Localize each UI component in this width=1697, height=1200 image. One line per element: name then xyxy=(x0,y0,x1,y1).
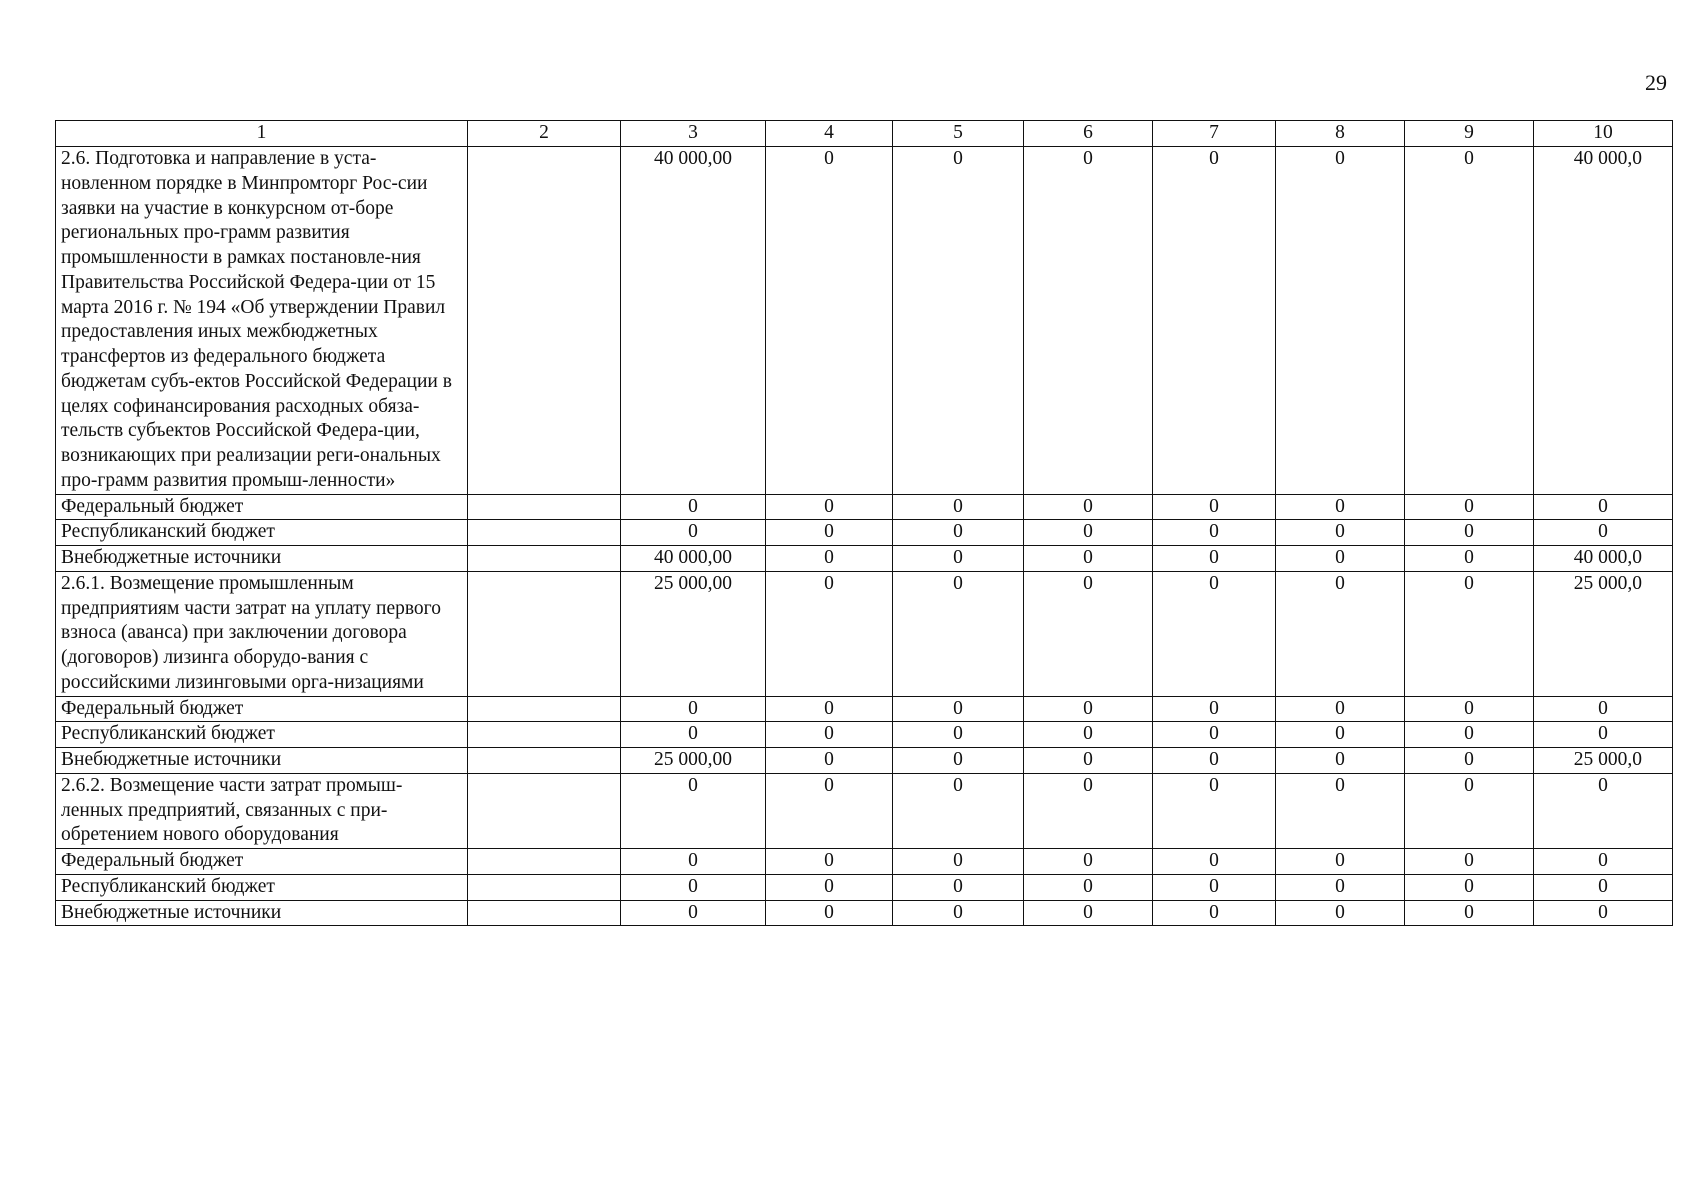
cell-value: 0 xyxy=(1024,520,1153,546)
cell-value: 25 000,00 xyxy=(621,748,766,774)
table-row xyxy=(56,696,1673,722)
row-description: Республиканский бюджет xyxy=(56,874,468,900)
cell-value: 0 xyxy=(1534,520,1673,546)
cell-value: 0 xyxy=(893,546,1024,572)
cell-value: 0 xyxy=(1024,494,1153,520)
cell-value: 0 xyxy=(1405,748,1534,774)
cell-value: 0 xyxy=(1534,494,1673,520)
table-row xyxy=(56,571,1673,696)
row-col2 xyxy=(468,900,621,926)
cell-value: 0 xyxy=(766,571,893,696)
cell-value: 0 xyxy=(1276,773,1405,848)
cell-value: 0 xyxy=(1153,696,1276,722)
cell-value: 0 xyxy=(766,696,893,722)
cell-value: 0 xyxy=(1534,722,1673,748)
cell-value: 0 xyxy=(1276,147,1405,495)
cell-value: 0 xyxy=(1276,546,1405,572)
column-header: 6 xyxy=(1024,121,1153,147)
cell-value: 0 xyxy=(1276,520,1405,546)
cell-value: 0 xyxy=(1534,773,1673,848)
cell-value: 40 000,00 xyxy=(621,546,766,572)
cell-value: 0 xyxy=(1024,722,1153,748)
cell-value: 40 000,0 xyxy=(1534,147,1673,495)
cell-value: 0 xyxy=(1153,546,1276,572)
row-col2 xyxy=(468,849,621,875)
cell-value: 25 000,0 xyxy=(1534,748,1673,774)
table-row xyxy=(56,773,1673,848)
row-col2 xyxy=(468,571,621,696)
cell-value: 0 xyxy=(766,874,893,900)
row-description: Республиканский бюджет xyxy=(56,520,468,546)
row-col2 xyxy=(468,520,621,546)
table-row xyxy=(56,748,1673,774)
row-description: Федеральный бюджет xyxy=(56,849,468,875)
row-description: 2.6. Подготовка и направление в уста-новленном порядке в Минпромторг Рос-сии заявки на участие в конкурсном от-боре региональных про-грамм развития промышленности в рамках постановле-ния Правительства Российской Федера-ции от 15 марта 2016 г. № 194 «Об утверждении Правил предоставления иных межбюджетных трансфертов из федерального бюджета бюджетам субъ-ектов Российской Федерации в целях софинансирования расходных обяза-тельств субъектов Российской Федера-ции, возникающих при реализации реги-ональных про-грамм развития промыш-ленности» xyxy=(56,147,468,495)
cell-value: 0 xyxy=(621,874,766,900)
table-row xyxy=(56,546,1673,572)
cell-value: 0 xyxy=(893,849,1024,875)
cell-value: 25 000,0 xyxy=(1534,571,1673,696)
row-col2 xyxy=(468,874,621,900)
cell-value: 0 xyxy=(621,849,766,875)
cell-value: 0 xyxy=(1276,748,1405,774)
row-description: 2.6.1. Возмещение промышленным предприятиям части затрат на уплату первого взноса (аванса) при заключении договора (договоров) лизинга оборудо-вания с российскими лизинговыми орга-низациями xyxy=(56,571,468,696)
row-description: Республиканский бюджет xyxy=(56,722,468,748)
cell-value: 0 xyxy=(1405,520,1534,546)
cell-value: 0 xyxy=(1153,849,1276,875)
cell-value: 0 xyxy=(766,773,893,848)
cell-value: 0 xyxy=(766,520,893,546)
cell-value: 0 xyxy=(1276,722,1405,748)
cell-value: 0 xyxy=(1024,874,1153,900)
cell-value: 0 xyxy=(1024,147,1153,495)
table-row xyxy=(56,520,1673,546)
cell-value: 0 xyxy=(766,748,893,774)
cell-value: 0 xyxy=(1405,900,1534,926)
column-header: 2 xyxy=(468,121,621,147)
cell-value: 0 xyxy=(1276,494,1405,520)
cell-value: 40 000,0 xyxy=(1534,546,1673,572)
budget-table xyxy=(55,120,1673,926)
cell-value: 0 xyxy=(893,874,1024,900)
cell-value: 0 xyxy=(621,520,766,546)
cell-value: 0 xyxy=(1405,773,1534,848)
cell-value: 0 xyxy=(1153,773,1276,848)
row-description: Внебюджетные источники xyxy=(56,900,468,926)
cell-value: 0 xyxy=(893,748,1024,774)
cell-value: 0 xyxy=(1153,722,1276,748)
cell-value: 0 xyxy=(893,147,1024,495)
row-col2 xyxy=(468,748,621,774)
cell-value: 0 xyxy=(1276,696,1405,722)
cell-value: 0 xyxy=(1405,494,1534,520)
cell-value: 0 xyxy=(1153,520,1276,546)
cell-value: 0 xyxy=(893,773,1024,848)
column-header: 3 xyxy=(621,121,766,147)
cell-value: 0 xyxy=(1405,849,1534,875)
cell-value: 0 xyxy=(1153,494,1276,520)
cell-value: 0 xyxy=(1024,546,1153,572)
cell-value: 0 xyxy=(893,900,1024,926)
cell-value: 0 xyxy=(1405,546,1534,572)
table-row xyxy=(56,900,1673,926)
cell-value: 0 xyxy=(893,722,1024,748)
cell-value: 0 xyxy=(1534,696,1673,722)
cell-value: 0 xyxy=(1024,696,1153,722)
column-header: 4 xyxy=(766,121,893,147)
table-row xyxy=(56,494,1673,520)
cell-value: 0 xyxy=(1405,722,1534,748)
row-col2 xyxy=(468,773,621,848)
row-col2 xyxy=(468,494,621,520)
header-row xyxy=(56,121,1673,147)
cell-value: 0 xyxy=(766,147,893,495)
table-body xyxy=(56,147,1673,926)
cell-value: 0 xyxy=(1405,696,1534,722)
row-description: Федеральный бюджет xyxy=(56,696,468,722)
column-header: 5 xyxy=(893,121,1024,147)
cell-value: 0 xyxy=(1153,748,1276,774)
cell-value: 0 xyxy=(1153,571,1276,696)
cell-value: 0 xyxy=(1276,571,1405,696)
cell-value: 0 xyxy=(1024,773,1153,848)
cell-value: 0 xyxy=(766,494,893,520)
cell-value: 0 xyxy=(621,696,766,722)
cell-value: 0 xyxy=(766,900,893,926)
row-description: 2.6.2. Возмещение части затрат промыш-ленных предприятий, связанных с при-обретением нового оборудования xyxy=(56,773,468,848)
cell-value: 0 xyxy=(621,900,766,926)
table-row xyxy=(56,722,1673,748)
cell-value: 0 xyxy=(621,722,766,748)
cell-value: 0 xyxy=(1405,571,1534,696)
cell-value: 0 xyxy=(893,520,1024,546)
row-col2 xyxy=(468,696,621,722)
cell-value: 0 xyxy=(893,494,1024,520)
cell-value: 0 xyxy=(893,571,1024,696)
cell-value: 0 xyxy=(1153,874,1276,900)
cell-value: 0 xyxy=(766,849,893,875)
cell-value: 0 xyxy=(1534,900,1673,926)
cell-value: 0 xyxy=(1534,874,1673,900)
row-col2 xyxy=(468,147,621,495)
cell-value: 0 xyxy=(1024,571,1153,696)
cell-value: 40 000,00 xyxy=(621,147,766,495)
cell-value: 0 xyxy=(1276,874,1405,900)
cell-value: 0 xyxy=(1276,849,1405,875)
cell-value: 0 xyxy=(1276,900,1405,926)
cell-value: 0 xyxy=(1153,147,1276,495)
page-number: 29 xyxy=(1645,70,1667,95)
cell-value: 0 xyxy=(893,696,1024,722)
column-header: 9 xyxy=(1405,121,1534,147)
cell-value: 0 xyxy=(1024,900,1153,926)
row-description: Внебюджетные источники xyxy=(56,546,468,572)
row-col2 xyxy=(468,546,621,572)
cell-value: 0 xyxy=(1534,849,1673,875)
cell-value: 0 xyxy=(1405,874,1534,900)
table-row xyxy=(56,849,1673,875)
row-description: Внебюджетные источники xyxy=(56,748,468,774)
column-header: 1 xyxy=(56,121,468,147)
column-header: 8 xyxy=(1276,121,1405,147)
cell-value: 0 xyxy=(766,722,893,748)
column-header: 7 xyxy=(1153,121,1276,147)
row-description: Федеральный бюджет xyxy=(56,494,468,520)
cell-value: 0 xyxy=(621,494,766,520)
cell-value: 0 xyxy=(621,773,766,848)
cell-value: 0 xyxy=(1024,748,1153,774)
cell-value: 0 xyxy=(1153,900,1276,926)
table-row xyxy=(56,147,1673,495)
cell-value: 0 xyxy=(1024,849,1153,875)
column-header: 10 xyxy=(1534,121,1673,147)
row-col2 xyxy=(468,722,621,748)
cell-value: 0 xyxy=(1405,147,1534,495)
cell-value: 0 xyxy=(766,546,893,572)
cell-value: 25 000,00 xyxy=(621,571,766,696)
table-row xyxy=(56,874,1673,900)
